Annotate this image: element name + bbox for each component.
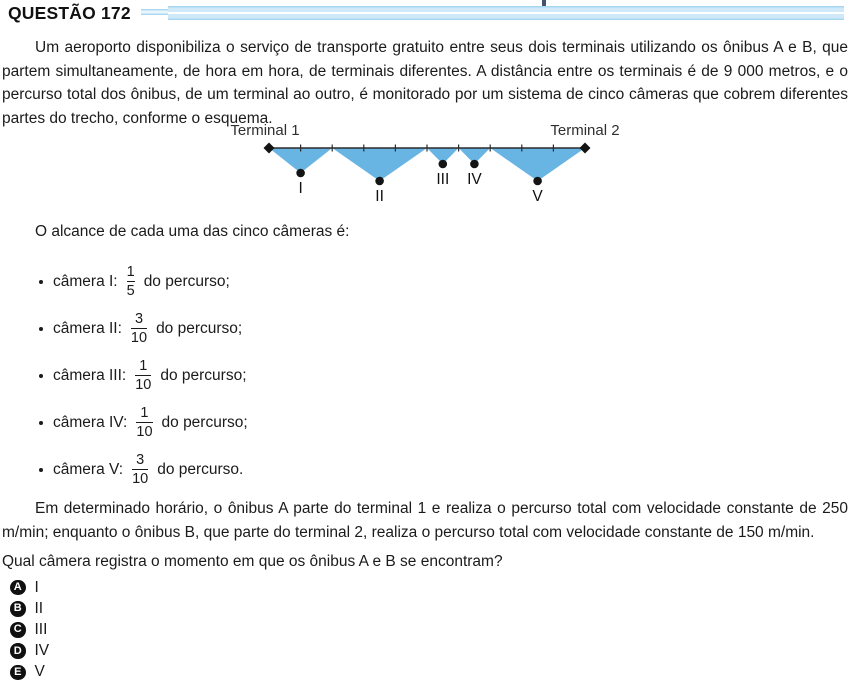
answer-option-A[interactable] [10,577,49,598]
terminal-2-label: Terminal 2 [550,122,620,139]
camera-range-intro: O alcance de cada uma das cinco câmeras é: [35,223,350,240]
option-letter-badge: C [10,622,26,638]
camera-item-suffix: do percurso; [143,272,230,290]
question-number-title: QUESTÃO 172 [8,3,131,23]
option-letter-badge: E [10,665,26,681]
fraction-bar [127,281,135,282]
camera-dot [439,160,448,169]
option-text: IV [34,642,50,660]
answer-option-E[interactable] [10,662,49,683]
option-letter-badge: B [10,601,26,617]
camera-item-label: câmera IV: [53,413,128,431]
fraction-denominator: 10 [132,470,149,487]
fraction-bar [131,328,147,329]
camera-range-item [39,399,248,446]
page-edge-artifact [542,0,546,6]
answer-options [10,577,49,683]
camera-label: III [436,171,450,188]
fraction [127,265,135,299]
camera-label: I [298,180,303,197]
fraction-bar [135,375,151,376]
camera-label: V [532,188,543,205]
fraction-numerator: 1 [126,263,135,280]
camera-range-item [39,446,248,493]
fraction-denominator: 10 [136,423,153,440]
camera-item-label: câmera III: [53,366,127,384]
camera-dot [533,177,542,186]
bullet-icon [39,468,43,472]
camera-dot [470,160,479,169]
option-text: V [34,663,45,681]
terminal-1-marker [264,143,275,154]
fraction-denominator: 10 [135,376,152,393]
fraction-numerator: 3 [134,310,144,327]
answer-option-D[interactable] [10,641,49,662]
camera-item-label: câmera V: [53,460,124,478]
camera-dot [375,177,384,186]
fraction-denominator: 10 [130,329,148,346]
bullet-icon [39,327,43,331]
header-decorative-band [168,6,844,20]
camera-label: II [375,188,384,205]
camera-range-item [39,305,248,352]
fraction-bar [136,422,152,423]
camera-label: IV [467,171,482,188]
camera-coverage-triangle [332,148,427,181]
bullet-icon [39,280,43,284]
fraction [131,312,147,346]
option-letter-badge: D [10,643,26,659]
camera-item-suffix: do percurso; [156,319,243,337]
speed-paragraph: Em determinado horário, o ônibus A parte do terminal 1 e realiza o percurso total com velocidade constante de 250 m/min; enquanto o ônibus B, que parte do terminal 2, realiza o percurso total com velocidade constante de 150 m/min. [2,500,848,541]
camera-range-item [39,352,248,399]
option-letter-badge: A [10,580,26,596]
camera-item-suffix: do percurso. [157,460,244,478]
bullet-icon [39,421,43,425]
terminal-2-marker [580,143,591,154]
bullet-icon [39,374,43,378]
option-text: III [34,620,48,638]
camera-range-list [39,258,248,493]
route-diagram [0,120,850,212]
fraction-bar [132,469,148,470]
fraction [136,406,152,440]
camera-dot [296,169,305,178]
fraction-numerator: 1 [139,357,148,374]
option-text: II [34,599,44,617]
fraction [132,453,148,487]
camera-range-item [39,258,248,305]
camera-coverage-triangle [490,148,585,181]
camera-item-label: câmera I: [53,272,118,290]
terminal-1-label: Terminal 1 [230,122,300,139]
fraction-numerator: 1 [140,404,149,421]
fraction-denominator: 5 [126,282,135,299]
answer-option-B[interactable] [10,598,49,619]
fraction-numerator: 3 [136,451,145,468]
intro-paragraph: Um aeroporto disponibiliza o serviço de transporte gratuito entre seus dois terminais utilizando os ônibus A e B, que partem simultaneamente, de hora em hora, de terminais diferentes. A distância entre os terminais é de 9 000 metros, e o percurso total dos ônibus, de um terminal ao outro, é monitorado por um sistema de cinco câmeras que cobrem diferentes partes do trecho, conforme o esquema. [2,39,848,127]
camera-item-label: câmera II: [53,319,122,337]
answer-option-C[interactable] [10,619,49,640]
camera-item-suffix: do percurso; [161,413,248,431]
question-text: Qual câmera registra o momento em que os ônibus A e B se encontram? [2,553,503,570]
camera-item-suffix: do percurso; [160,366,247,384]
fraction [135,359,151,393]
header-decorative-band-segment [141,9,170,15]
option-text: I [34,578,39,596]
